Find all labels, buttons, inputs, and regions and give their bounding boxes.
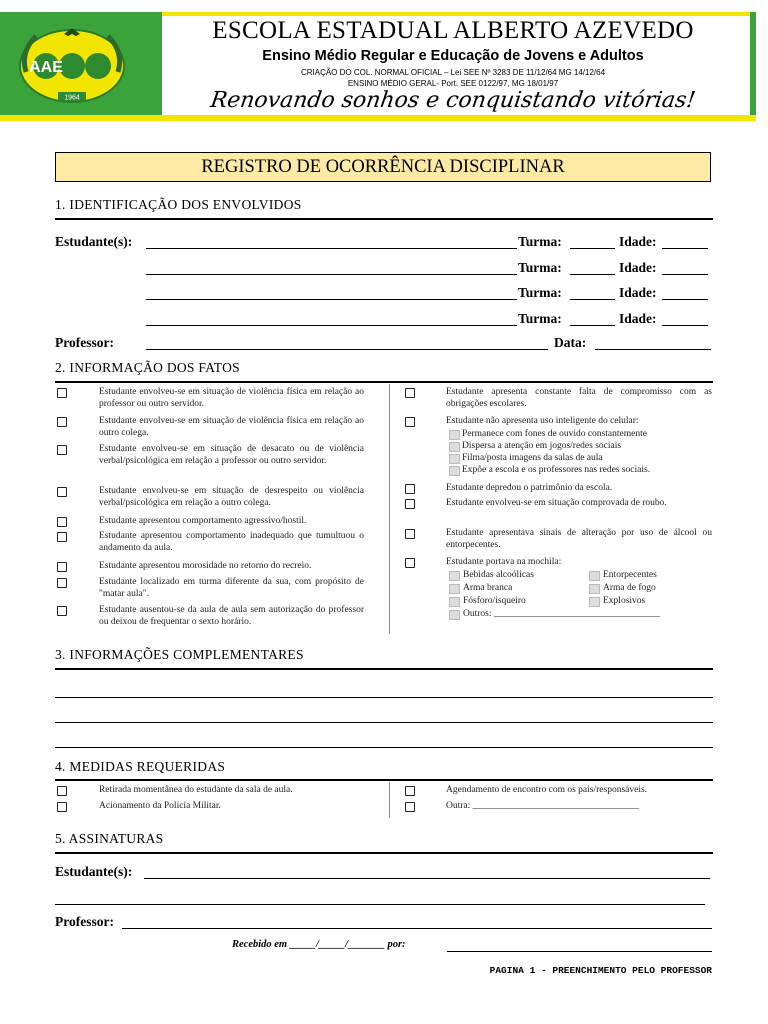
class-field-4[interactable] [570, 325, 615, 326]
backpack-item-6: Explosivos [603, 596, 646, 606]
fact-checkbox-right-5[interactable] [405, 529, 415, 539]
fact-checkbox-left-9[interactable] [57, 606, 67, 616]
complementary-line-3[interactable] [55, 747, 713, 748]
measure-item-2: Acionamento da Polícia Militar. [99, 801, 221, 811]
fact-item-right-6: Estudante portava na mochila: [446, 557, 562, 567]
school-name: ESCOLA ESTADUAL ALBERTO AZEVEDO [212, 17, 694, 44]
logo-year: 1964 [64, 94, 80, 102]
fact-checkbox-left-1[interactable] [57, 388, 67, 398]
class-label-2: Turma: [518, 260, 562, 275]
fact-checkbox-left-4[interactable] [57, 487, 67, 497]
fact-checkbox-left-5[interactable] [57, 517, 67, 527]
section-3-rule [55, 668, 713, 670]
measure-item-3: Agendamento de encontro com os pais/responsáveis. [446, 785, 648, 795]
fact-item-left-1: Estudante envolveu-se em situação de violência física em relação ao professor ou outro servidor. [99, 387, 364, 409]
section-5-rule [55, 852, 713, 854]
date-field[interactable] [595, 349, 711, 350]
received-by-field[interactable] [447, 951, 712, 952]
backpack-checkbox-3[interactable] [449, 584, 460, 594]
measure-checkbox-4[interactable] [405, 802, 415, 812]
school-logo [12, 22, 132, 106]
measure-item-4: Outra: ___________________________________ [446, 801, 639, 811]
backpack-item-1: Bebidas alcoólicas [463, 570, 534, 580]
phone-subitem-checkbox-4[interactable] [449, 466, 460, 476]
logo-letter-1: AAE [29, 59, 63, 76]
age-field-2[interactable] [662, 274, 708, 275]
phone-subitem-checkbox-1[interactable] [449, 430, 460, 440]
fact-checkbox-left-2[interactable] [57, 417, 67, 427]
fact-item-left-8: Estudante localizado em turma diferente da sua, com propósito de "matar aula". [99, 577, 364, 599]
fact-item-left-5: Estudante apresentou comportamento agressivo/hostil. [99, 516, 307, 526]
backpack-checkbox-6[interactable] [589, 597, 600, 607]
section-3-heading: 3. INFORMAÇÕES COMPLEMENTARES [55, 647, 304, 662]
fact-checkbox-right-3[interactable] [405, 484, 415, 494]
section-2-divider [389, 384, 390, 634]
fact-item-left-4: Estudante envolveu-se em situação de desrespeito ou violência verbal/psicológica em relação a outro colega. [99, 486, 364, 508]
backpack-item-3: Arma branca [463, 583, 513, 593]
class-label-4: Turma: [518, 311, 562, 326]
legal-line-2: ENSINO MÉDIO GERAL- Port. SEE 0122/97, MG 18/01/97 [347, 79, 559, 88]
measure-checkbox-2[interactable] [57, 802, 67, 812]
fact-checkbox-right-4[interactable] [405, 499, 415, 509]
fact-item-right-5: Estudante apresentava sinais de alteração por uso de álcool ou entorpecentes. [446, 528, 712, 550]
phone-subitem-3: Filma/posta imagens da salas de aula [462, 453, 603, 463]
fact-item-right-4: Estudante envolveu-se em situação comprovada de roubo. [446, 498, 667, 508]
signature-teacher-label: Professor: [55, 914, 114, 929]
measure-checkbox-1[interactable] [57, 786, 67, 796]
class-label-3: Turma: [518, 285, 562, 300]
complementary-line-2[interactable] [55, 722, 713, 723]
legal-line-1: CRIAÇÃO DO COL. NORMAL OFICIAL – Lei SEE Nº 3283 DE 11/12/64 MG 14/12/64 [300, 68, 606, 77]
fact-item-left-3: Estudante envolveu-se em situação de desacato ou de violência verbal/psicológica em relação a professor ou outro servidor. [99, 444, 364, 466]
fact-checkbox-right-2[interactable] [405, 417, 415, 427]
backpack-checkbox-2[interactable] [589, 571, 600, 581]
phone-subitem-checkbox-3[interactable] [449, 454, 460, 464]
backpack-checkbox-5[interactable] [449, 597, 460, 607]
age-field-1[interactable] [662, 248, 708, 249]
signature-student-field[interactable] [144, 878, 710, 879]
phone-subitem-4: Expõe a escola e os professores nas redes sociais. [462, 465, 651, 475]
school-subtitle: Ensino Médio Regular e Educação de Jovens e Adultos [262, 48, 644, 64]
fact-item-right-2: Estudante não apresenta uso inteligente do celular: [446, 416, 639, 426]
age-field-4[interactable] [662, 325, 708, 326]
section-5-heading: 5. ASSINATURAS [55, 831, 164, 846]
age-label-2: Idade: [619, 260, 657, 275]
section-4-heading: 4. MEDIDAS REQUERIDAS [55, 759, 226, 774]
section-4-divider [389, 782, 390, 818]
backpack-checkbox-1[interactable] [449, 571, 460, 581]
phone-subitem-2: Dispersa a atenção em jogos/redes sociais [462, 441, 622, 451]
class-field-1[interactable] [570, 248, 615, 249]
age-field-3[interactable] [662, 299, 708, 300]
signature-student-field-2[interactable] [55, 904, 705, 905]
footer-note: PAGINA 1 - PREENCHIMENTO PELO PROFESSOR [489, 965, 712, 976]
section-1-heading: 1. IDENTIFICAÇÃO DOS ENVOLVIDOS [55, 197, 302, 212]
section-2-heading: 2. INFORMAÇÃO DOS FATOS [55, 360, 240, 375]
school-motto: Renovando sonhos e conquistando vitórias! [208, 88, 698, 113]
age-label-1: Idade: [619, 234, 657, 249]
fact-item-right-1: Estudante apresenta constante falta de compromisso com as obrigações escolares. [446, 387, 712, 409]
signature-student-label: Estudante(s): [55, 864, 133, 879]
section-2-rule [55, 381, 713, 383]
teacher-field[interactable] [146, 349, 548, 350]
fact-checkbox-left-7[interactable] [57, 562, 67, 572]
header-bottom-stripe [0, 115, 756, 121]
received-label: Recebido em _____/_____/_______ por: [232, 939, 406, 950]
fact-item-left-9: Estudante ausentou-se da aula de aula sem autorização do professor ou deixou de frequentar o sexto horário. [99, 605, 364, 627]
backpack-item-2: Entorpecentes [603, 570, 657, 580]
header-right-stripe [750, 12, 756, 115]
backpack-item-4: Arma de fogo [603, 583, 656, 593]
complementary-line-1[interactable] [55, 697, 713, 698]
class-field-3[interactable] [570, 299, 615, 300]
others-checkbox[interactable] [449, 610, 460, 620]
signature-teacher-field[interactable] [122, 928, 712, 929]
student-name-field-4[interactable] [146, 325, 517, 326]
fact-item-left-6: Estudante apresentou comportamento inadequado que tumultuou o andamento da aula. [99, 531, 364, 553]
age-label-4: Idade: [619, 311, 657, 326]
phone-subitem-1: Permanece com fones de ouvido constantemente [462, 429, 647, 439]
phone-subitem-checkbox-2[interactable] [449, 442, 460, 452]
fact-checkbox-right-6[interactable] [405, 558, 415, 568]
fact-item-right-3: Estudante depredou o patrimônio da escola. [446, 483, 613, 493]
class-label-1: Turma: [518, 234, 562, 249]
fact-checkbox-left-6[interactable] [57, 532, 67, 542]
section-4-rule [55, 779, 713, 781]
class-field-2[interactable] [570, 274, 615, 275]
backpack-checkbox-4[interactable] [589, 584, 600, 594]
header-top-stripe [162, 12, 756, 16]
student-name-field-3[interactable] [146, 299, 517, 300]
fact-checkbox-left-3[interactable] [57, 445, 67, 455]
backpack-item-5: Fósforo/isqueiro [463, 596, 526, 606]
measure-item-1: Retirada momentânea do estudante da sala de aula. [99, 785, 293, 795]
fact-item-left-7: Estudante apresentou morosidade no retorno do recreio. [99, 561, 312, 571]
teacher-label: Professor: [55, 335, 114, 350]
form-title: REGISTRO DE OCORRÊNCIA DISCIPLINAR [55, 152, 711, 182]
section-1-rule [55, 218, 713, 220]
age-label-3: Idade: [619, 285, 657, 300]
others-item: Outros: ___________________________________ [463, 609, 661, 619]
student-label: Estudante(s): [55, 234, 133, 249]
fact-checkbox-left-8[interactable] [57, 578, 67, 588]
measure-checkbox-3[interactable] [405, 786, 415, 796]
student-name-field-2[interactable] [146, 274, 517, 275]
fact-item-left-2: Estudante envolveu-se em situação de violência física em relação ao outro colega. [99, 416, 364, 438]
fact-checkbox-right-1[interactable] [405, 388, 415, 398]
student-name-field-1[interactable] [146, 248, 517, 249]
date-label: Data: [554, 335, 587, 350]
